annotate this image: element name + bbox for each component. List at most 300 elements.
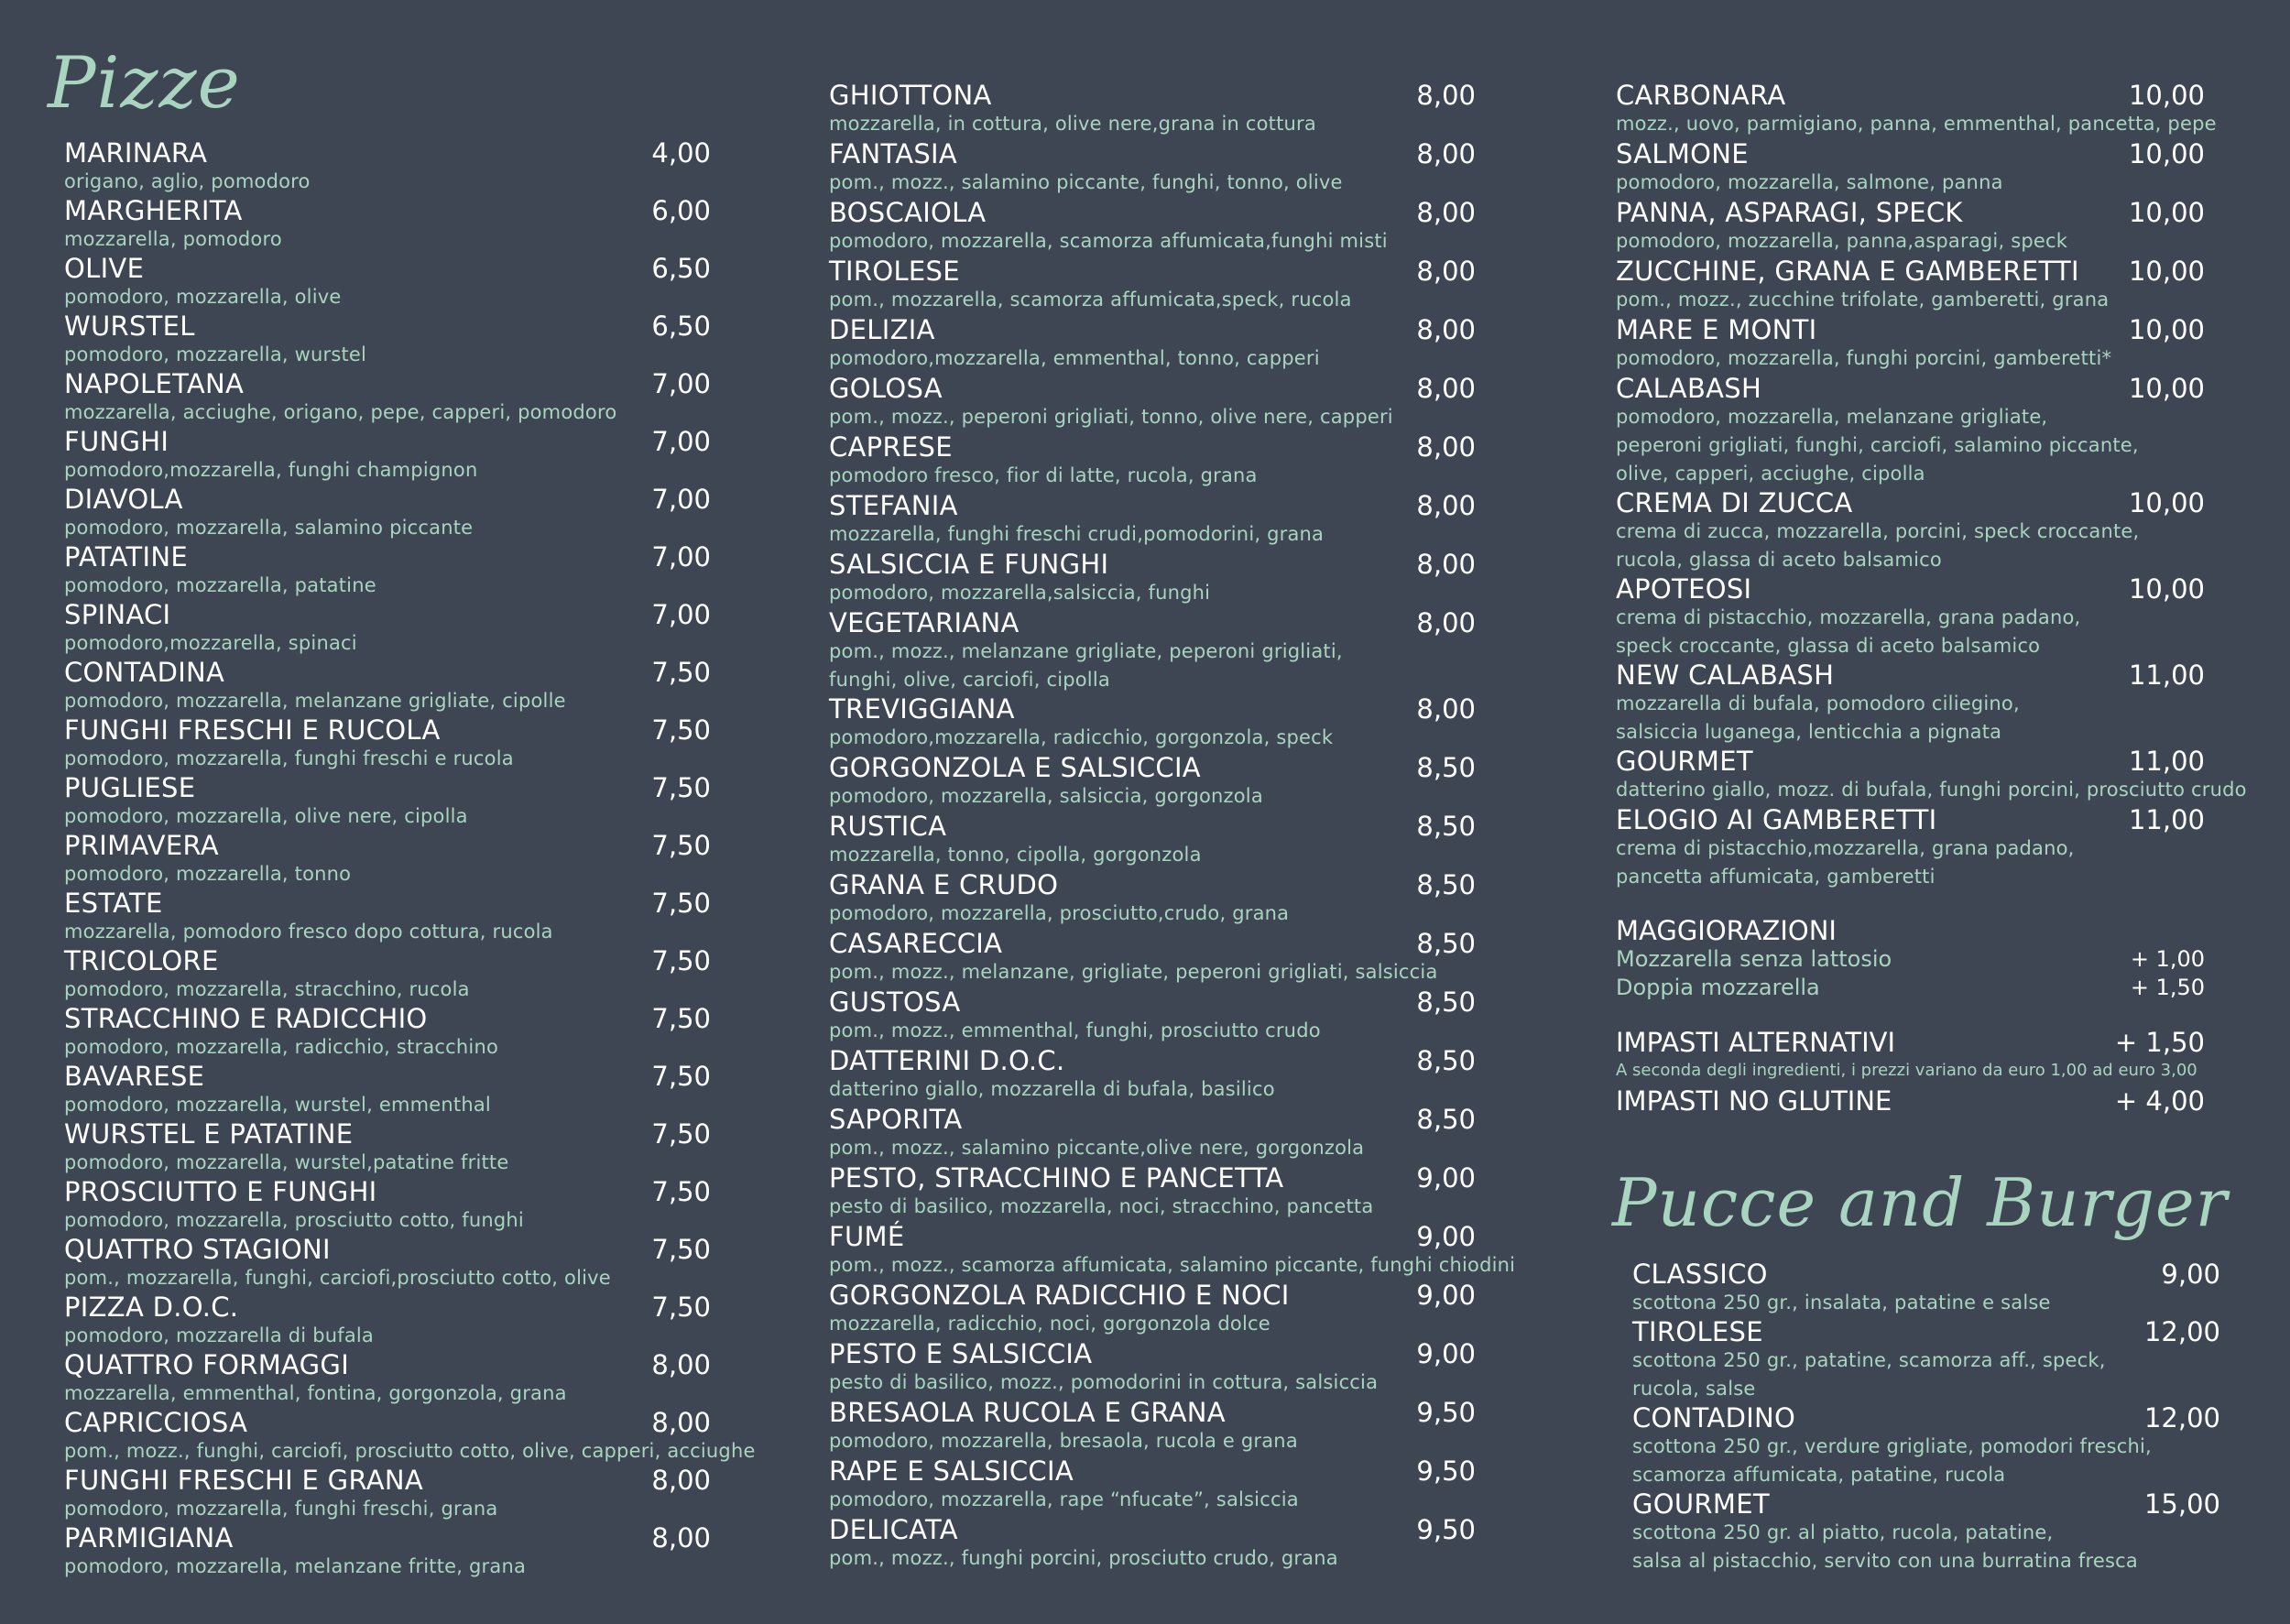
item-price: 8,00 [651,1407,711,1438]
menu-item-header [64,773,711,802]
menu-item [1616,315,2205,374]
item-price: 6,50 [651,311,711,342]
menu-item [829,987,1476,1046]
menu-item [64,1062,711,1119]
menu-item [64,600,711,658]
item-description: crema di zucca, mozzarella, porcini, speck croccante, [1616,520,2140,542]
item-description: mozzarella, emmenthal, fontina, gorgonzola, grana [64,1382,567,1404]
item-description: pomodoro, mozzarella, radicchio, stracchino [64,1036,499,1058]
menu-item [829,1515,1476,1574]
item-name: PESTO E SALSICCIA [829,1338,1093,1369]
item-name: VEGETARIANA [829,607,1020,638]
item-description: pom., mozz., salamino piccante, funghi, tonno, olive [829,171,1343,193]
item-description: pesto di basilico, mozz., pomodorini in cottura, salsiccia [829,1371,1379,1393]
item-description: pomodoro, mozzarella, tonno [64,863,352,885]
menu-item [1632,1489,2220,1575]
item-name: SAPORITA [829,1104,963,1135]
item-description: pom., mozzarella, funghi, carciofi,prosciutto cotto, olive [64,1267,611,1289]
menu-item [64,831,711,888]
menu-item-header [1616,81,2205,110]
extras-label: Doppia mozzarella [1616,975,1820,1000]
menu-item-header [1632,1489,2220,1519]
menu-item-header [64,1177,711,1206]
item-description: pomodoro, mozzarella,salsiccia, funghi [829,582,1211,604]
menu-item [829,198,1476,256]
item-name: MARGHERITA [64,195,243,226]
item-name: BRESAOLA RUCOLA E GRANA [829,1397,1226,1428]
item-description: crema di pistacchio, mozzarella, grana padano, [1616,606,2081,628]
item-description: pom., mozz., funghi, carciofi, prosciutto cotto, olive, capperi, acciughe [64,1440,756,1462]
item-price: 7,50 [651,772,711,803]
item-name: ELOGIO AI GAMBERETTI [1616,804,1937,835]
item-description: pomodoro, mozzarella, melanzane fritte, grana [64,1555,527,1577]
item-description: pom., mozz., melanzane grigliate, peperoni grigliati, [829,640,1343,662]
item-description: pomodoro, mozzarella, melanzane grigliate, cipolle [64,690,566,712]
menu-item [1632,1403,2220,1489]
menu-item [64,254,711,311]
menu-item-header [1632,1259,2220,1289]
item-price: 8,50 [1416,928,1476,959]
item-price: 10,00 [2128,314,2205,345]
item-description: pomodoro, mozzarella, olive nere, cipolla [64,805,468,827]
menu-item-header [829,987,1476,1017]
item-name: NEW CALABASH [1616,659,1835,691]
item-name: FUNGHI FRESCHI E RUCOLA [64,714,441,746]
item-price: 7,50 [651,1292,711,1323]
item-price: 8,00 [1416,138,1476,169]
item-price: 7,00 [651,426,711,457]
menu-item-header [64,427,711,456]
item-name: SALSICCIA E FUNGHI [829,549,1109,580]
menu-item [829,753,1476,812]
menu-item [64,138,711,196]
menu-item [829,550,1476,608]
item-description: pomodoro,mozzarella, emmenthal, tonno, capperi [829,347,1320,369]
item-name: PESTO, STRACCHINO E PANCETTA [829,1162,1284,1193]
menu-item-header [64,1466,711,1495]
item-description: pom., mozz., emmenthal, funghi, prosciutto crudo [829,1019,1321,1041]
impasti-alternativi-label: IMPASTI ALTERNATIVI [1616,1027,1896,1058]
item-description: pomodoro, mozzarella, prosciutto cotto, funghi [64,1209,524,1231]
item-name: CALABASH [1616,373,1762,404]
item-name: DELIZIA [829,314,935,345]
menu-item-header [64,1004,711,1033]
menu-item-header [829,870,1476,899]
item-name: TREVIGGIANA [829,693,1015,725]
pizza-list [829,80,1516,1574]
menu-item [1616,198,2205,256]
item-name: GHIOTTONA [829,80,992,111]
item-description: rucola, salse [1632,1378,1756,1400]
item-name: GUSTOSA [829,986,961,1018]
menu-item-header [1616,660,2205,690]
menu-item [1632,1259,2220,1317]
item-description: pom., mozz., funghi porcini, prosciutto crudo, grana [829,1547,1338,1569]
menu-item [1616,488,2205,574]
item-name: FUMÉ [829,1221,905,1252]
item-name: DELICATA [829,1514,958,1545]
menu-item-header [1616,198,2205,227]
item-name: PRIMAVERA [64,830,219,861]
menu-item-header [1632,1403,2220,1433]
menu-item [829,1456,1476,1515]
item-price: 8,50 [1416,869,1476,900]
item-price: 7,50 [651,657,711,688]
item-name: BOSCAIOLA [829,197,987,228]
menu-item [829,870,1476,929]
menu-item [829,1339,1476,1398]
item-price: 8,00 [1416,693,1476,725]
item-description: funghi, olive, carciofi, cipolla [829,669,1110,691]
menu-item [64,427,711,485]
item-price: 15,00 [2143,1488,2220,1520]
item-description: mozzarella, pomodoro fresco dopo cottura, rucola [64,921,553,943]
impasti-note: A seconda degli ingredienti, i prezzi variano da euro 1,00 ad euro 3,00 [1616,1061,2197,1080]
item-price: 7,00 [651,541,711,572]
item-price: 8,00 [1416,373,1476,404]
item-name: TIROLESE [1632,1316,1763,1347]
menu-item [829,1221,1516,1281]
item-name: PROSCIUTTO E FUNGHI [64,1176,377,1207]
item-price: 9,00 [1416,1280,1476,1311]
item-name: FUNGHI FRESCHI E GRANA [64,1465,423,1496]
item-name: WURSTEL E PATATINE [64,1118,354,1150]
menu-item [1616,374,2205,488]
menu-item [64,369,711,427]
impasti-no-glutine-label: IMPASTI NO GLUTINE [1616,1085,1892,1117]
menu-item-header [64,254,711,283]
item-name: OLIVE [64,253,145,284]
item-price: 12,00 [2143,1316,2220,1347]
menu-item [1616,660,2205,747]
item-price: 8,00 [1416,607,1476,638]
menu-item-header [829,139,1476,169]
section-title-pucce-burger: Pucce and Burger [1612,1164,2229,1241]
item-description: mozzarella, tonno, cipolla, gorgonzola [829,844,1202,866]
menu-item [829,139,1476,198]
menu-item [829,1046,1476,1105]
menu-item-header [64,1235,711,1264]
item-price: 7,50 [651,1234,711,1265]
menu-item [64,1350,711,1408]
item-description: scottona 250 gr. al piatto, rucola, patatine, [1632,1521,2054,1543]
item-name: TIROLESE [829,256,960,287]
menu-item-header [829,550,1476,579]
item-description: scamorza affumicata, patatine, rucola [1632,1464,2006,1486]
item-name: QUATTRO STAGIONI [64,1234,331,1265]
item-name: PATATINE [64,541,188,572]
menu-item-header [64,715,711,745]
item-description: pom., mozz., zucchine trifolate, gamberetti, grana [1616,289,2110,311]
item-name: STRACCHINO E RADICCHIO [64,1003,428,1034]
item-price: 8,00 [651,1465,711,1496]
item-name: CAPRESE [829,431,953,463]
item-name: FANTASIA [829,138,958,169]
item-description: pom., mozzarella, scamorza affumicata,speck, rucola [829,289,1352,311]
item-price: 9,00 [1416,1162,1476,1193]
menu-item [829,694,1476,753]
item-name: DATTERINI D.O.C. [829,1045,1065,1076]
item-price: 7,50 [651,1061,711,1092]
menu-item-header [829,929,1476,958]
menu-item-header [829,315,1476,344]
item-description: datterino giallo, mozz. di bufala, funghi porcini, prosciutto crudo [1616,779,2247,801]
item-description: peperoni grigliati, funghi, carciofi, salamino piccante, [1616,434,2139,456]
item-name: CAPRICCIOSA [64,1407,248,1438]
item-price: 8,50 [1416,752,1476,783]
item-description: pomodoro, mozzarella, wurstel,patatine fritte [64,1151,509,1173]
item-description: crema di pistacchio,mozzarella, grana padano, [1616,837,2075,859]
item-price: 7,50 [651,714,711,746]
item-price: 8,00 [1416,490,1476,521]
item-price: 7,50 [651,1118,711,1150]
item-name: CLASSICO [1632,1259,1768,1290]
menu-item-header [64,1523,711,1553]
extras-row [1616,974,2205,1002]
menu-item [1616,139,2205,198]
item-price: 8,00 [1416,314,1476,345]
item-price: 12,00 [2143,1402,2220,1433]
maggiorazioni-heading [1616,916,2205,945]
extras-section [1616,916,2205,1116]
item-name: RUSTICA [829,811,947,842]
menu-item [829,374,1476,432]
item-description: pom., mozz., salamino piccante,olive nere, gorgonzola [829,1137,1365,1159]
item-name: PUGLIESE [64,772,196,803]
menu-item-header [64,138,711,168]
menu-item-header [829,1222,1476,1251]
menu-item-header [64,1292,711,1322]
item-price: 6,00 [651,195,711,226]
menu-item-header [829,1105,1476,1134]
item-price: 10,00 [2128,487,2205,518]
item-price: 8,00 [1416,197,1476,228]
item-price: 10,00 [2128,573,2205,605]
menu-item-header [829,1398,1476,1427]
item-price: 7,00 [651,484,711,515]
menu-item [64,1004,711,1062]
menu-item [64,542,711,600]
item-name: PIZZA D.O.C. [64,1292,239,1323]
item-description: pomodoro,mozzarella, radicchio, gorgonzola, speck [829,726,1334,748]
menu-item [829,81,1476,139]
item-description: salsa al pistacchio, servito con una burratina fresca [1632,1550,2138,1572]
item-description: pomodoro, mozzarella, salsiccia, gorgonzola [829,785,1263,807]
menu-item [64,658,711,715]
item-price: 11,00 [2128,746,2205,777]
item-description: mozzarella, pomodoro [64,228,282,250]
item-price: 9,00 [1416,1338,1476,1369]
item-price: 4,00 [651,137,711,169]
item-name: APOTEOSI [1616,573,1752,605]
item-description: scottona 250 gr., insalata, patatine e salse [1632,1292,2051,1313]
menu-item [64,1235,711,1292]
menu-item [829,929,1476,987]
menu-item [829,491,1476,550]
menu-item-header [829,1281,1476,1310]
menu-item-header [1616,374,2205,403]
extras-price: + 1,50 [2130,975,2205,1000]
item-price: 7,50 [651,888,711,919]
item-description: pomodoro, mozzarella, melanzane grigliate, [1616,406,2048,428]
item-name: SALMONE [1616,138,1749,169]
menu-item [1616,80,2217,139]
menu-item-header [829,812,1476,841]
extras-row [1616,945,2205,974]
item-price: 7,50 [651,945,711,976]
item-price: 9,00 [2161,1259,2220,1290]
menu-item-header [829,198,1476,227]
item-name: MARINARA [64,137,208,169]
menu-item-header [64,831,711,860]
menu-item [829,1398,1476,1456]
item-description: scottona 250 gr., verdure grigliate, pomodori freschi, [1632,1435,2152,1457]
menu-item-header [829,1339,1476,1368]
item-description: pomodoro, mozzarella, olive [64,286,342,308]
item-price: 7,50 [651,1176,711,1207]
menu-item [829,432,1476,491]
item-price: 10,00 [2128,138,2205,169]
menu-item-header [1632,1317,2220,1346]
menu-item [829,256,1476,315]
item-name: GRANA E CRUDO [829,869,1059,900]
item-description: pomodoro, mozzarella di bufala [64,1324,375,1346]
item-description: mozzarella, radicchio, noci, gorgonzola dolce [829,1313,1270,1335]
item-description: pomodoro fresco, fior di latte, rucola, grana [829,464,1258,486]
menu-item-header [829,1046,1476,1075]
menu-item [64,1177,711,1235]
item-name: SPINACI [64,599,171,630]
burger-list [1632,1259,2220,1575]
menu-item-header [64,485,711,514]
item-price: 9,50 [1416,1397,1476,1428]
item-description: pomodoro, mozzarella, patatine [64,574,376,596]
menu-item [829,608,1476,694]
pizza-list [1616,80,2247,891]
menu-item-header [1616,574,2205,604]
impasti-alternativi-row [1616,1028,2205,1057]
item-price: 8,50 [1416,1104,1476,1135]
item-name: PARMIGIANA [64,1522,234,1553]
menu-item [64,311,711,369]
menu-item-header [829,491,1476,520]
menu-item [64,1523,711,1581]
item-description: mozzarella di bufala, pomodoro ciliegino, [1616,692,2020,714]
menu-item-header [829,256,1476,286]
item-description: pomodoro, mozzarella, funghi freschi, grana [64,1498,498,1520]
menu-item-header [829,694,1476,724]
item-name: GOLOSA [829,373,943,404]
item-price: 8,50 [1416,986,1476,1018]
item-price: 7,50 [651,830,711,861]
menu-item [64,1292,711,1350]
item-price: 11,00 [2128,659,2205,691]
section-title-pizze: Pizze [48,42,241,125]
item-price: 8,50 [1416,1045,1476,1076]
item-price: 8,00 [651,1349,711,1380]
item-price: 8,00 [1416,256,1476,287]
menu-item-header [64,369,711,398]
menu-item [1616,805,2205,891]
menu-item-header [64,542,711,572]
item-price: 10,00 [2128,80,2205,111]
item-description: pomodoro, mozzarella, wurstel, emmenthal [64,1094,491,1116]
menu-item-header [1616,805,2205,834]
item-description: pom., mozz., peperoni grigliati, tonno, olive nere, capperi [829,406,1393,428]
impasti-no-glutine-price: + 4,00 [2114,1085,2205,1117]
menu-item [829,315,1476,374]
item-description: speck croccante, glassa di aceto balsamico [1616,635,2041,657]
menu-item [64,888,711,946]
item-price: 11,00 [2128,804,2205,835]
item-description: pomodoro, mozzarella, funghi porcini, gamberetti* [1616,347,2112,369]
menu-item [64,773,711,831]
menu-item [1632,1317,2220,1403]
menu-item-header [64,658,711,687]
menu-item-header [1616,747,2205,776]
item-price: 8,00 [651,1522,711,1553]
item-description: pancetta affumicata, gamberetti [1616,866,1936,888]
item-name: ZUCCHINE, GRANA E GAMBERETTI [1616,256,2079,287]
menu-item [829,1163,1476,1222]
item-name: WURSTEL [64,311,195,342]
item-name: DIAVOLA [64,484,183,515]
menu-item-header [64,888,711,918]
item-name: MARE E MONTI [1616,314,1817,345]
item-name: GORGONZOLA RADICCHIO E NOCI [829,1280,1290,1311]
item-description: pomodoro, mozzarella, bresaola, rucola e grana [829,1430,1298,1452]
item-name: GOURMET [1616,746,1753,777]
item-description: pomodoro, mozzarella, panna,asparagi, speck [1616,230,2068,252]
item-price: 10,00 [2128,256,2205,287]
item-description: scottona 250 gr., patatine, scamorza aff., speck, [1632,1349,2106,1371]
item-description: rucola, glassa di aceto balsamico [1616,549,1942,571]
item-price: 6,50 [651,253,711,284]
extras-label: Mozzarella senza lattosio [1616,946,1892,972]
item-price: 10,00 [2128,197,2205,228]
item-name: BAVARESE [64,1061,205,1092]
menu-item-header [1616,315,2205,344]
menu-item-header [64,600,711,629]
item-description: pomodoro, mozzarella, rape “nfucate”, salsiccia [829,1488,1299,1510]
menu-item-header [829,753,1476,782]
item-description: olive, capperi, acciughe, cipolla [1616,463,1925,485]
menu-item-header [64,1062,711,1091]
item-description: pomodoro, mozzarella, scamorza affumicata,funghi misti [829,230,1388,252]
item-name: CARBONARA [1616,80,1786,111]
item-name: ESTATE [64,888,163,919]
menu-item-header [829,81,1476,110]
menu-item-header [64,1119,711,1149]
menu-item-header [64,196,711,225]
item-name: STEFANIA [829,490,958,521]
menu-item [64,1119,711,1177]
menu-item [1616,256,2205,315]
item-price: 10,00 [2128,373,2205,404]
menu-item-header [1616,256,2205,286]
item-name: GORGONZOLA E SALSICCIA [829,752,1201,783]
item-description: pomodoro,mozzarella, funghi champignon [64,459,478,481]
menu-item [64,485,711,542]
menu-item [1616,746,2247,805]
menu-item-header [829,608,1476,638]
menu-item-header [829,1515,1476,1544]
menu-item [1616,574,2205,660]
menu-item-header [829,374,1476,403]
item-description: pom., mozz., scamorza affumicata, salamino piccante, funghi chiodini [829,1254,1516,1276]
item-description: pomodoro, mozzarella, salamino piccante [64,517,474,539]
item-description: pomodoro, mozzarella, stracchino, rucola [64,978,470,1000]
